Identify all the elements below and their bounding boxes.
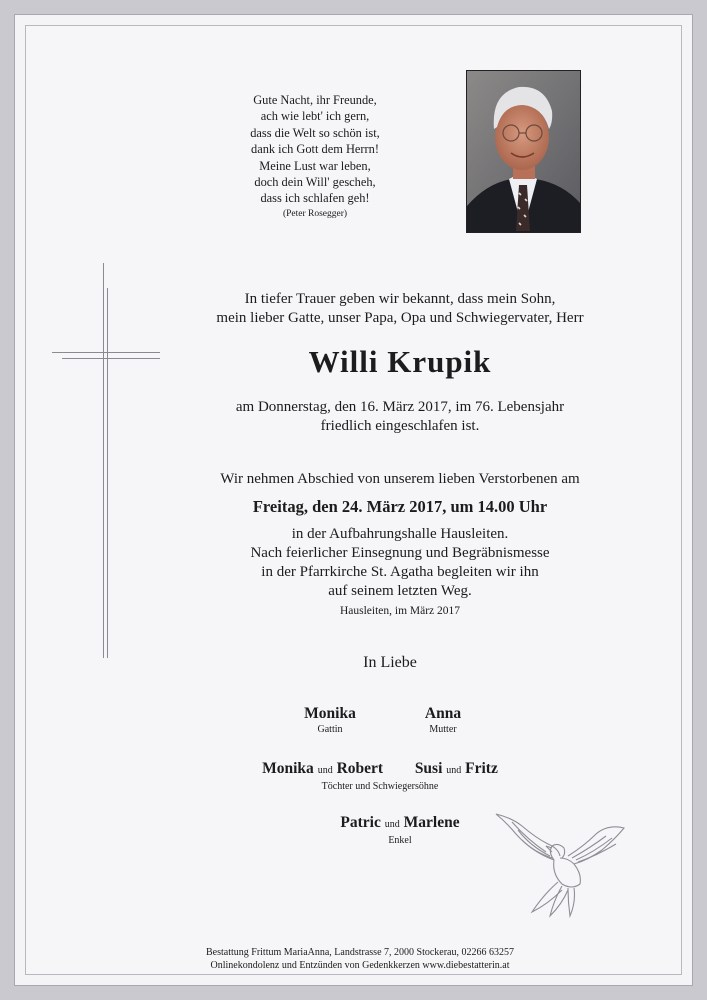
death-line: friedlich eingeschlafen ist.	[320, 418, 480, 434]
mourner-role: Gattin	[317, 724, 343, 735]
funeral-date: Freitag, den 24. März 2017, um 14.00 Uhr	[252, 497, 548, 516]
poem-line: ach wie lebt' ich gern,	[260, 109, 370, 124]
cross-icon-bar	[52, 352, 160, 353]
poem-line: dank ich Gott dem Herrn!	[251, 142, 379, 157]
mourner-name: Patric	[340, 814, 381, 831]
und-text: und	[446, 765, 462, 776]
details-line: auf seinem letzten Weg.	[328, 583, 472, 599]
mourner-name: Robert	[336, 760, 384, 777]
mourner-name: Anna	[424, 705, 462, 722]
mourner-names	[220, 759, 540, 780]
dove-icon	[492, 808, 632, 918]
cross-icon-line	[107, 288, 108, 658]
farewell-text: Wir nehmen Abschied von unserem lieben Verstorbenen am	[220, 471, 580, 487]
mourner-role: Enkel	[388, 835, 412, 846]
mourner-name: Monika	[262, 760, 314, 777]
details-line: in der Pfarrkirche St. Agatha begleiten wir ihn	[261, 564, 539, 580]
portrait-icon	[467, 71, 580, 232]
poem-line: dass ich schlafen geh!	[260, 191, 370, 206]
in-love-heading: In Liebe	[363, 654, 417, 671]
death-notice	[180, 398, 620, 436]
mourner-name: Fritz	[465, 760, 498, 777]
poem	[200, 92, 430, 221]
und-text: und	[317, 765, 333, 776]
mourner-mother	[393, 704, 493, 736]
mourner-name: Susi	[414, 760, 443, 777]
cross-icon-bar	[62, 358, 160, 359]
footer	[130, 946, 590, 972]
death-line: am Donnerstag, den 16. März 2017, im 76. Lebensjahr	[235, 399, 565, 415]
portrait-photo	[466, 70, 581, 233]
mourner-role: Mutter	[429, 724, 457, 735]
poem-line: doch dein Will' gescheh,	[254, 175, 376, 190]
mourner-name: Monika	[304, 705, 356, 722]
cross-icon	[103, 263, 104, 658]
mourner-children	[220, 759, 540, 793]
mourner-role: Töchter und Schwiegersöhne	[321, 781, 439, 792]
place-date: Hausleiten, im März 2017	[339, 605, 461, 617]
mourner-wife	[280, 704, 380, 736]
poem-line: Meine Lust war leben,	[259, 158, 371, 173]
und-text: und	[384, 819, 400, 830]
announcement-intro	[180, 290, 620, 328]
footer-line: Onlinekondolenz und Entzünden von Gedenkkerzen www.diebestatterin.at	[210, 960, 510, 971]
details-line: in der Aufbahrungshalle Hausleiten.	[291, 526, 509, 542]
intro-line: In tiefer Trauer geben wir bekannt, dass mein Sohn,	[244, 291, 556, 307]
poem-line: Gute Nacht, ihr Freunde,	[253, 93, 377, 107]
footer-line: Bestattung Frittum MariaAnna, Landstrasse 7, 2000 Stockerau, 02266 63257	[205, 947, 514, 958]
mourner-name: Marlene	[403, 814, 460, 831]
details-line: Nach feierlicher Einsegnung und Begräbnismesse	[250, 545, 550, 561]
intro-line: mein lieber Gatte, unser Papa, Opa und Schwiegervater, Herr	[216, 310, 584, 326]
deceased-name: Willi Krupik	[308, 344, 492, 379]
funeral-details	[180, 525, 620, 601]
poem-author: (Peter Rosegger)	[282, 208, 348, 219]
poem-line: dass die Welt so schön ist,	[250, 125, 380, 140]
